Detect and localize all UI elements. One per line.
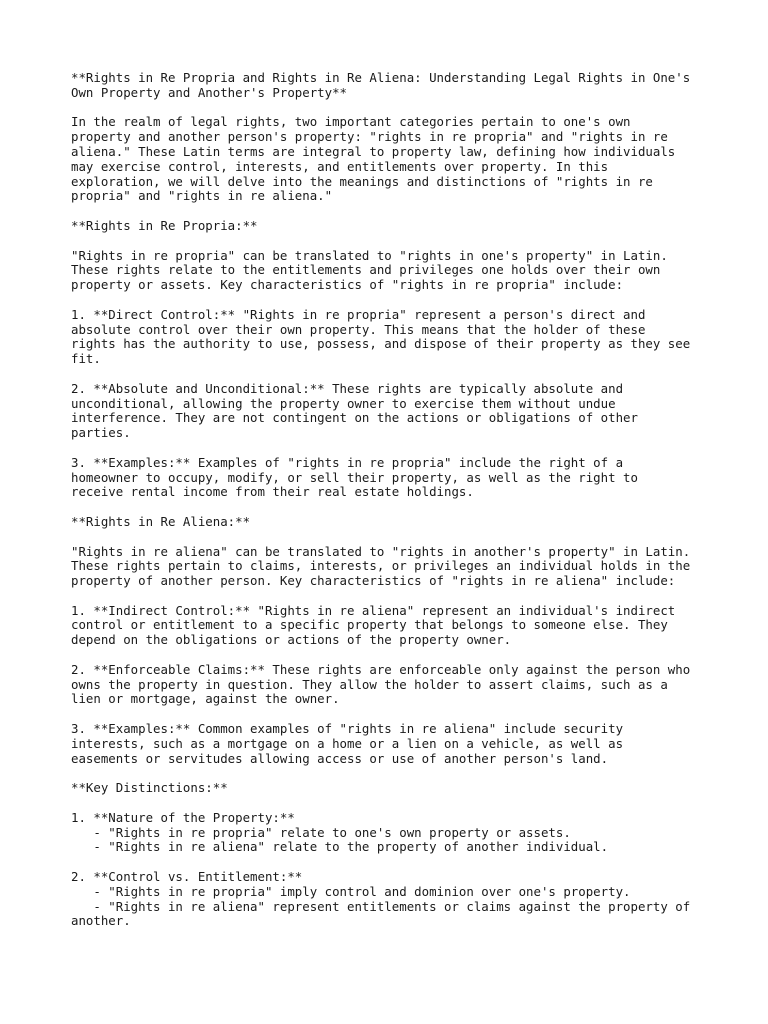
document-text [71,71,711,929]
intro-paragraph: In the realm of legal rights, two important categories pertain to one's own property and another person's property: "rights in re propria" and "rights in re aliena." These Latin terms are integral to property law, defining how individuals may exercise control, interests, and entitlements over property. In this exploration, we will delve into the meanings and distinctions of "rights in re propria" and "rights in re aliena." [71,114,676,204]
section-heading-distinctions: **Key Distinctions:** [71,780,228,796]
section-heading-propria: **Rights in Re Propria:** [71,217,258,233]
section-heading-aliena: **Rights in Re Aliena:** [71,513,251,529]
aliena-point-2: 2. **Enforceable Claims:** These rights are enforceable only against the person who owns the property in question. They allow the holder to assert claims, such as a lien or mortgage, against the owner. [71,661,691,707]
aliena-point-3: 3. **Examples:** Common examples of "rights in re aliena" include security interests, such as a mortgage on a home or a lien on a vehicle, as well as easements or servitudes allowing access or use of another person's land. [71,721,624,766]
aliena-intro-paragraph: "Rights in re aliena" can be translated to "rights in another's property" in Latin. These rights pertain to claims, interests, or privileges an individual holds in the property of another person. Key characteristics of "rights in re aliena" include: [71,543,691,589]
document-title: **Rights in Re Propria and Rights in Re Aliena: Understanding Legal Rights in One's Own Property and Another's Property** [71,70,691,100]
distinction-point-2: 2. **Control vs. Entitlement:** - "Rights in re propria" imply control and dominion over one's property. - "Rights in re aliena" represent entitlements or claims against the property of another. [71,869,691,929]
distinction-point-1: 1. **Nature of the Property:** - "Rights in re propria" relate to one's own property or assets. - "Rights in re aliena" relate to the property of another individual. [71,809,609,855]
aliena-point-1: 1. **Indirect Control:** "Rights in re aliena" represent an individual's indirect control or entitlement to a specific property that belongs to someone else. They depend on the obligations or actions of the property owner. [71,602,676,648]
propria-point-3: 3. **Examples:** Examples of "rights in re propria" include the right of a homeowner to occupy, modify, or sell their property, as well as the right to receive rental income from their real estate holdings. [71,454,638,500]
propria-point-1: 1. **Direct Control:** "Rights in re propria" represent a person's direct and absolute control over their own property. This means that the holder of these rights has the authority to use, possess, and dispose of their property as they see fit. [71,306,691,367]
propria-point-2: 2. **Absolute and Unconditional:** These rights are typically absolute and unconditional, allowing the property owner to exercise them without undue interference. They are not contingent on the actions or obligations of other parties. [71,380,638,441]
propria-intro-paragraph: "Rights in re propria" can be translated to "rights in one's property" in Latin. These rights relate to the entitlements and privileges one holds over their own property or assets. Key characteristics of "rights in re propria" include: [71,247,668,293]
